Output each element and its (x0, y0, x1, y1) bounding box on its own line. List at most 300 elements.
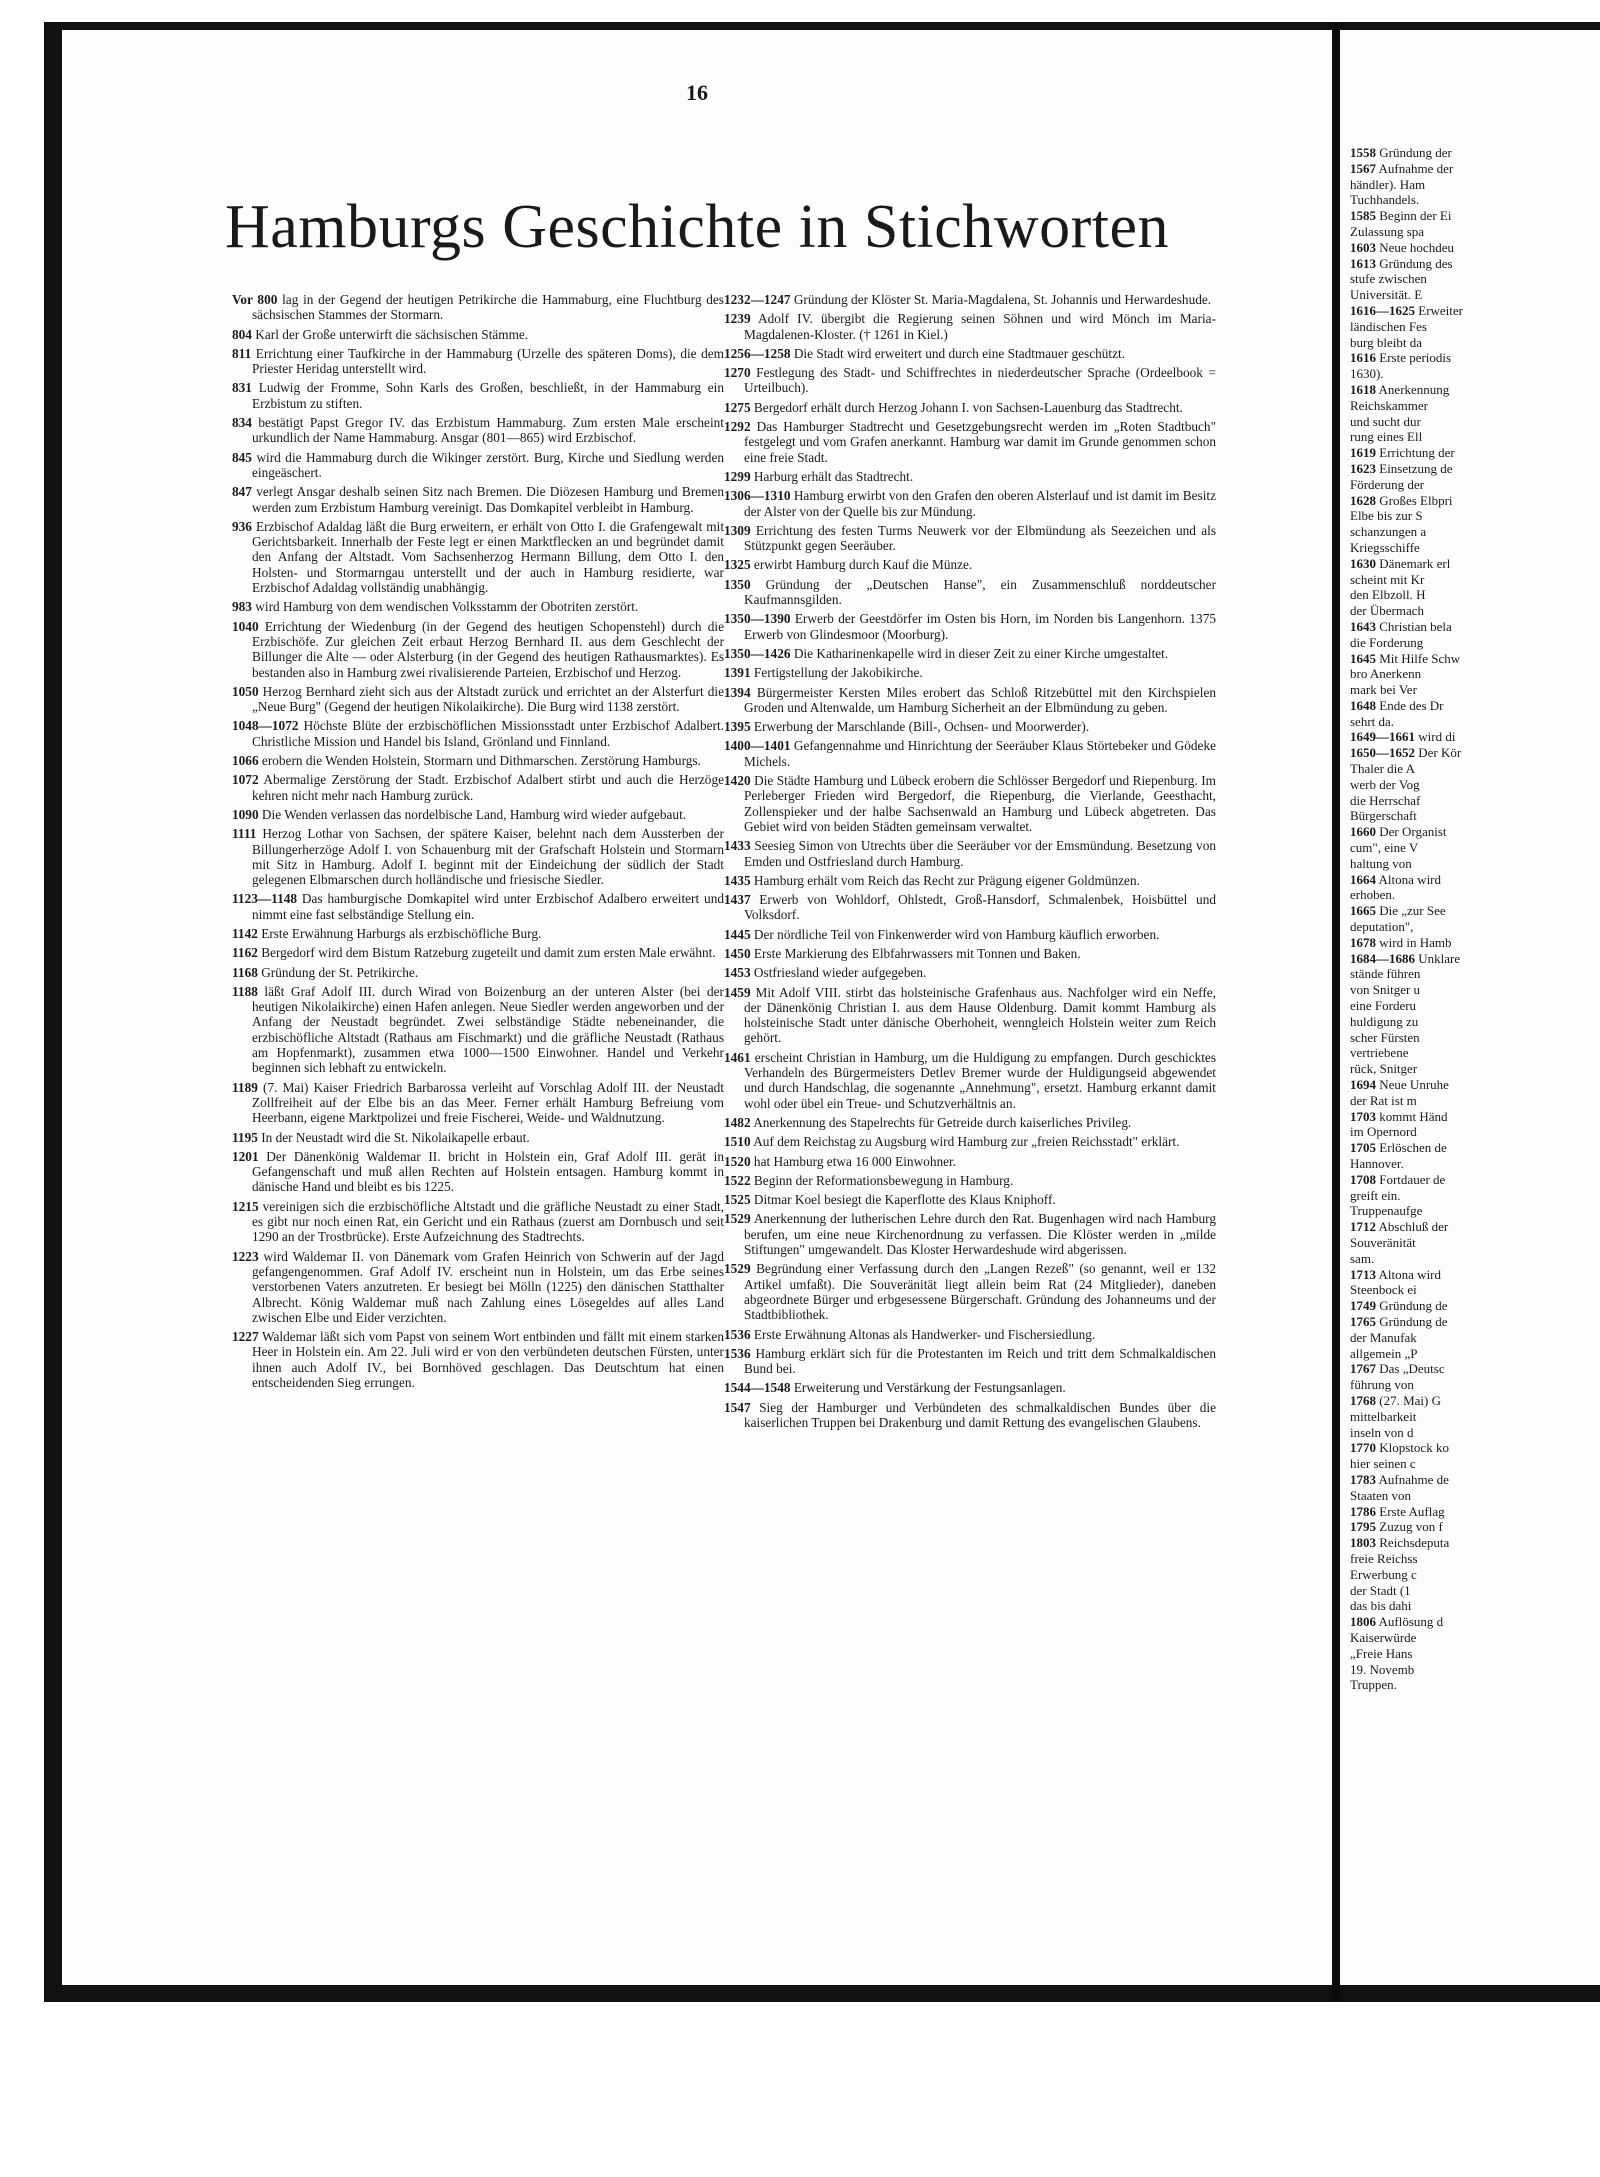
entry-year: 1223 (232, 1248, 259, 1264)
entry-text: erwirbt Hamburg durch Kauf die Münze. (753, 557, 973, 573)
chronology-column-right (1350, 146, 1600, 1694)
entry-text: Errichtung einer Taufkirche in der Hammaburg (Urzelle des späteren Doms), die dem Priester Heridag unterstellt wird. (252, 345, 725, 377)
chronology-entry (1350, 825, 1600, 840)
entry-text: werb der Vog (1350, 777, 1420, 792)
entry-text: Altona wird (1378, 872, 1442, 887)
chronology-entry (1350, 1631, 1600, 1646)
entry-text: Staaten von (1350, 1488, 1412, 1503)
entry-year: 831 (232, 380, 252, 396)
chronology-entry (724, 665, 1216, 680)
entry-text: das bis dahi (1350, 1599, 1412, 1614)
entry-text: Ludwig der Fromme, Sohn Karls des Großen, beschließt, in der Hammaburg ein Erzbistum zu stiften. (252, 380, 725, 411)
entry-text: Erweiter (1418, 303, 1464, 318)
entry-year: 1650—1652 (1350, 746, 1415, 761)
chronology-entry (1350, 1268, 1600, 1283)
entry-text: Einsetzung de (1379, 461, 1453, 476)
chronology-entry (724, 1115, 1216, 1130)
entry-year: 1123—1148 (232, 891, 298, 907)
entry-text: Reichskammer (1350, 398, 1428, 413)
entry-text: Das hamburgische Domkapitel wird unter Erzbischof Adalbero erweitert und nimmt eine fast selbständige Stellung ein. (252, 891, 724, 922)
entry-text: burg bleibt da (1350, 335, 1422, 350)
entry-year: 1643 (1350, 619, 1376, 634)
chronology-entry (1350, 1347, 1600, 1362)
entry-year: 1292 (724, 419, 751, 435)
entry-year: 1712 (1350, 1220, 1376, 1235)
entry-text: Erweiterung und Verstärkung der Festungsanlagen. (793, 1380, 1066, 1396)
entry-text: huldigung zu (1350, 1014, 1419, 1029)
chronology-entry (1350, 557, 1600, 572)
chronology-entry (724, 1154, 1216, 1169)
chronology-entry (724, 838, 1216, 869)
chronology-entry (1350, 1489, 1600, 1504)
entry-text: erhoben. (1350, 888, 1396, 903)
entry-text: Mit Adolf VIII. stirbt das holsteinische Grafenhaus aus. Nachfolger wird ein Neffe, der Dänenkönig Christian I. aus dem Hause Oldenburg. Damit kommt Hamburg als holsteinische Stadt unter dänische Oberhoheit, wenngleich Holstein weiter zum Reich gehört. (744, 984, 1216, 1046)
entry-text: Errichtung der Wiedenburg (in der Gegend des heutigen Schopenstehl) durch die Erzbischöfe. Zur gleichen Zeit erbaut Herzog Bernhard II. aus dem Geschlecht der Billunger die Alte — oder Alsterburg (in der Gegend des heutigen Rathausmarktes). Es bestanden also in Hamburg zwei rivalisierende Parteien, Erzbischof und Herzog. (252, 618, 724, 680)
entry-text: Gründung de (1379, 1299, 1448, 1314)
entry-year: 1713 (1350, 1267, 1376, 1282)
chronology-entry (724, 1400, 1216, 1431)
entry-text: (7. Mai) Kaiser Friedrich Barbarossa verleiht auf Vorschlag Adolf III. der Neustadt Zollfreiheit auf der Elbe bis an das Meer. Ferner erhält Hamburg Befreiung vom Heerbann, eigene Marktpolizei und freie Fischerei, Weide- und Waldnutzung. (252, 1079, 724, 1126)
entry-text: der Stadt (1 (1350, 1583, 1411, 1598)
entry-text: Aufnahme de (1378, 1472, 1449, 1487)
entry-year: 1547 (724, 1399, 751, 1415)
chronology-entry (232, 1249, 724, 1325)
chronology-entry (1350, 620, 1600, 635)
entry-text: freie Reichss (1350, 1551, 1418, 1566)
entry-year: 1395 (724, 719, 751, 735)
chronology-entry (1350, 652, 1600, 667)
entry-year: 1767 (1350, 1362, 1376, 1377)
chronology-entry (724, 1173, 1216, 1188)
entry-year: 1275 (724, 399, 751, 415)
entry-text: Altona wird (1378, 1267, 1442, 1282)
entry-text: Die Wenden verlassen das nordelbische Land, Hamburg wird wieder aufgebaut. (261, 806, 687, 822)
chronology-entry (1350, 636, 1600, 651)
chronology-entry (1350, 1031, 1600, 1046)
chronology-entry (1350, 430, 1600, 445)
chronology-entry (232, 945, 724, 960)
page-title: Hamburgs Geschichte in Stichworten (225, 193, 1169, 261)
chronology-entry (232, 926, 724, 941)
chronology-column-left (232, 292, 724, 1394)
entry-text: Kriegsschiffe (1350, 540, 1420, 555)
entry-text: Hannover. (1350, 1157, 1404, 1171)
chronology-entry (1350, 446, 1600, 461)
entry-text: Erzbischof Adaldag läßt die Burg erweitern, er erhält von Otto I. die Grafengewalt mit Gerichtsbarkeit. Innerhalb der Feste legt er einen Marktflecken an und begründet damit den Anfang der Altstadt. Vom Sachsenherzog Hermann Billung, dem Otto I. den Holsten- und Stormarngau unterstellt und der auch in Hamburg residierte, war Erzbischof Adaldag vollständig unabhängig. (252, 518, 725, 596)
entry-year: 983 (232, 599, 252, 615)
chronology-entry (1350, 715, 1600, 730)
entry-year: 1628 (1350, 493, 1376, 508)
entry-text: ländischen Fes (1350, 319, 1427, 334)
entry-text: Bürgermeister Kersten Miles erobert das Schloß Ritzebüttel mit den Kirchspielen Groden und Altenwalde, um Hamburg Sicherheit an der Elbmündung zu geben. (744, 684, 1217, 715)
chronology-entry (1350, 1505, 1600, 1520)
entry-year: 1536 (724, 1345, 751, 1361)
entry-year: 1435 (724, 872, 751, 888)
chronology-entry (724, 946, 1216, 961)
entry-text: der Manufak (1350, 1330, 1417, 1345)
chronology-column-middle (724, 292, 1216, 1434)
entry-text: Adolf IV. übergibt die Regierung seinen Söhnen und wird Mönch im Maria-Magdalenen-Kloster. († 1261 in Kiel.) (744, 311, 1217, 342)
entry-year: 1227 (232, 1329, 259, 1345)
chronology-entry (724, 985, 1216, 1046)
entry-year: 1048—1072 (232, 718, 299, 734)
chronology-entry (1350, 415, 1600, 430)
chronology-entry (1350, 1520, 1600, 1535)
entry-year: 1195 (232, 1129, 258, 1145)
chronology-entry (724, 365, 1216, 396)
entry-text: bro Anerkenn (1350, 667, 1422, 682)
entry-year: 1522 (724, 1172, 751, 1188)
entry-text: kommt Händ (1379, 1109, 1448, 1124)
chronology-entry (232, 1199, 724, 1245)
entry-year: 845 (232, 449, 252, 465)
entry-year: 1232—1247 (724, 292, 791, 307)
entry-text: der Rat ist m (1350, 1093, 1417, 1108)
entry-text: die Forderung (1350, 635, 1424, 650)
entry-text: erscheint Christian in Hamburg, um die Huldigung zu empfangen. Durch geschicktes Verhandeln des Bürgermeisters Detlev Bremer wurde der Huldigungseid abgewendet und durch Handschlag, die sogenannte „Annehmung", ersetzt. Hamburg erkannt damit wohl oder übel ein Treue- und Schutzverhältnis an. (744, 1049, 1217, 1111)
entry-year: 1350—1426 (724, 645, 791, 661)
chronology-entry (1350, 1647, 1600, 1662)
chronology-entry (724, 577, 1216, 608)
chronology-entry (1350, 1678, 1600, 1693)
entry-text: Aufnahme der (1378, 161, 1454, 176)
chronology-entry (724, 311, 1216, 342)
chronology-entry (232, 1329, 724, 1390)
entry-year: 1453 (724, 965, 751, 981)
book-gutter (1332, 22, 1340, 2002)
chronology-entry (232, 684, 724, 715)
entry-text: „Freie Hans (1350, 1646, 1413, 1661)
entry-text: Bergedorf wird dem Bistum Ratzeburg zugeteilt und damit zum ersten Male erwähnt. (261, 945, 716, 961)
entry-year: 1437 (724, 892, 751, 908)
entry-text: Sieg der Hamburger und Verbündeten des schmalkaldischen Bundes über die kaiserlichen Truppen bei Drakenburg und damit Rettung des evangelischen Glaubens. (744, 1399, 1216, 1430)
entry-year: 1090 (232, 806, 259, 822)
entry-year: 1445 (724, 926, 751, 942)
entry-text: Kaiserwürde (1350, 1630, 1417, 1645)
entry-text: Die „zur See (1379, 904, 1446, 919)
entry-text: Der Kör (1418, 746, 1462, 761)
entry-text: verlegt Ansgar deshalb seinen Sitz nach Bremen. Die Diözesen Hamburg und Bremen werden zum Erzbistum Hamburg vereinigt. Das Domkapitel verbleibt in Hamburg. (252, 484, 724, 515)
entry-text: Fortdauer de (1379, 1172, 1446, 1187)
entry-text: läßt Graf Adolf III. durch Wirad von Boizenburg an der unteren Alster (bei der heutigen Nikolaikirche) einen Hafen anlegen. Neue Siedler werden angeworben und der Anfang der Neustadt begründet. Zwei selbständige Städte nebeneinander, die erzbischöfliche Altstadt (Rathaus am Fischmarkt) und die gräfliche Neustadt (Rathaus am Hopfenmarkt), zusammen etwa 1000—1500 Einwohner. Handel und Verkehr beginnen sich lebhaft zu entwickeln. (252, 983, 724, 1076)
entry-text: rück, Snitger (1350, 1062, 1418, 1077)
chronology-entry (1350, 1615, 1600, 1630)
entry-year: 1350—1390 (724, 611, 791, 627)
chronology-entry (1350, 573, 1600, 588)
entry-text: Auflösung d (1378, 1615, 1444, 1630)
entry-year: 1433 (724, 838, 751, 854)
entry-year: 1630 (1350, 556, 1376, 571)
entry-year: 1459 (724, 984, 751, 1000)
entry-text: Erwerbung der Marschlande (Bill-, Ochsen- und Moorwerder). (753, 719, 1090, 735)
entry-text: Bürgerschaft (1350, 809, 1417, 824)
entry-year: 1648 (1350, 698, 1376, 713)
entry-text: Zulassung spa (1350, 224, 1425, 239)
entry-text: Herzog Bernhard zieht sich aus der Altstadt zurück und errichtet an der Alsterfurt die „Neue Burg" (Gegend der heutigen Nikolaikirche). Die Burg wird 1138 zerstört. (252, 683, 724, 715)
entry-year: 1708 (1350, 1172, 1376, 1187)
entry-year: 1795 (1350, 1520, 1376, 1535)
entry-year: 1400—1401 (724, 738, 791, 754)
chronology-entry (1350, 1299, 1600, 1314)
left-page (62, 30, 1332, 1985)
chronology-entry (1350, 1599, 1600, 1614)
chronology-entry (1350, 320, 1600, 335)
entry-text: Anerkennung des Stapelrechts für Getreide durch kaiserliches Privileg. (753, 1114, 1132, 1130)
entry-year: 1189 (232, 1079, 258, 1095)
entry-text: Herzog Lothar von Sachsen, der spätere Kaiser, belehnt nach dem Aussterben der Billungerherzöge Adolf I. von Schauenburg mit der Grafschaft Holstein und Stormarn mit Sitz in Hamburg. Adolf I. beginnt mit der Eindeichung der südlich der Stadt gelegenen Elbmarschen durch holländische und friesische Siedler. (252, 826, 724, 888)
entry-year: 1270 (724, 365, 751, 381)
chronology-entry (232, 327, 724, 342)
chronology-entry (1350, 193, 1600, 208)
entry-text: Erwerb von Wohldorf, Ohlstedt, Groß-Hansdorf, Schmalenbek, Hoisbüttel und Volksdorf. (744, 892, 1216, 923)
entry-text: Erste periodis (1379, 351, 1452, 366)
chronology-entry (1350, 146, 1600, 161)
chronology-entry (1350, 967, 1600, 982)
entry-year: 1749 (1350, 1299, 1376, 1314)
entry-year: 1040 (232, 618, 259, 634)
chronology-entry (1350, 1252, 1600, 1267)
entry-text: Erste Markierung des Elbfahrwassers mit Tonnen und Baken. (753, 945, 1081, 961)
chronology-entry (1350, 1315, 1600, 1330)
entry-text: händler). Ham (1350, 177, 1426, 192)
chronology-entry (724, 523, 1216, 554)
entry-text: Unklare (1418, 951, 1461, 966)
chronology-entry (724, 1327, 1216, 1342)
chronology-entry (1350, 162, 1600, 177)
chronology-entry (1350, 1584, 1600, 1599)
chronology-entry (1350, 809, 1600, 824)
entry-text: Bergedorf erhält durch Herzog Johann I. von Sachsen-Lauenburg das Stadtrecht. (753, 399, 1183, 415)
entry-year: 1783 (1350, 1472, 1376, 1487)
chronology-entry (724, 873, 1216, 888)
entry-year: 1350 (724, 576, 751, 592)
entry-text: lag in der Gegend der heutigen Petrikirche die Hammaburg, eine Fluchtburg des sächsischen Stammes der Stormarn. (252, 292, 724, 323)
chronology-entry (1350, 1378, 1600, 1393)
entry-text: Erste Auflag (1379, 1504, 1445, 1519)
chronology-entry (1350, 794, 1600, 809)
chronology-entry (1350, 1078, 1600, 1093)
chronology-entry (724, 346, 1216, 361)
entry-text: Erste Erwähnung Altonas als Handwerker- und Fischersiedlung. (753, 1326, 1096, 1342)
entry-text: Erlöschen de (1379, 1141, 1447, 1156)
chronology-entry (1350, 272, 1600, 287)
chronology-entry (232, 772, 724, 803)
chronology-entry (1350, 1362, 1600, 1377)
entry-text: Christian bela (1379, 619, 1452, 634)
chronology-entry (1350, 1394, 1600, 1409)
chronology-entry (1350, 1062, 1600, 1077)
chronology-entry (724, 292, 1216, 307)
entry-text: deputation", (1350, 920, 1414, 935)
entry-year: 1072 (232, 772, 259, 788)
entry-year: 1142 (232, 925, 258, 941)
entry-year: 1678 (1350, 935, 1376, 950)
entry-text: Beginn der Ei (1379, 209, 1452, 224)
entry-year: 1201 (232, 1148, 259, 1164)
entry-text: sehrt da. (1350, 714, 1395, 729)
chronology-entry (1350, 936, 1600, 951)
entry-text: wird di (1418, 730, 1456, 745)
entry-year: 1603 (1350, 240, 1376, 255)
chronology-entry (724, 892, 1216, 923)
chronology-entry (1350, 1663, 1600, 1678)
entry-year: Vor 800 (232, 292, 278, 307)
chronology-entry (1350, 494, 1600, 509)
entry-text: Truppen. (1350, 1678, 1397, 1693)
entry-text: Harburg erhält das Stadtrecht. (753, 468, 914, 484)
chronology-entry (1350, 841, 1600, 856)
chronology-entry (232, 380, 724, 411)
entry-year: 1585 (1350, 209, 1376, 224)
chronology-entry (1350, 920, 1600, 935)
entry-text: die Herrschaf (1350, 793, 1421, 808)
entry-text: inseln von d (1350, 1425, 1414, 1440)
chronology-entry (1350, 1046, 1600, 1061)
entry-text: wird Waldemar II. von Dänemark vom Grafen Heinrich von Schwerin auf der Jagd gefangengenommen. Graf Adolf IV. erscheint nun in Holstein, um das Erbe seines verstorbenen Vaters anzutreten. Er besiegt bei Mölln (1225) den dänischen Statthalter Albrecht. König Waldemar muß nach Zahlung eines Lösegeldes auf alles Land zwischen Elbe und Eider verzichten. (252, 1248, 724, 1325)
entry-year: 834 (232, 415, 252, 431)
entry-year: 1162 (232, 945, 258, 961)
chronology-entry (1350, 1441, 1600, 1456)
chronology-entry (1350, 604, 1600, 619)
entry-year: 1806 (1350, 1615, 1376, 1630)
chronology-entry (1350, 778, 1600, 793)
chronology-entry (1350, 1173, 1600, 1188)
entry-text: Gründung de (1379, 1314, 1448, 1329)
entry-year: 1694 (1350, 1078, 1376, 1093)
entry-year: 1619 (1350, 446, 1376, 461)
entry-text: Erste Erwähnung Harburgs als erzbischöfliche Burg. (261, 925, 542, 941)
page-number: 16 (686, 80, 708, 105)
entry-text: Hamburg erklärt sich für die Protestanten im Reich und tritt dem Schmalkaldischen Bund bei. (744, 1345, 1216, 1377)
entry-text: Gründung der „Deutschen Hanse", ein Zusammenschluß norddeutscher Kaufmannsgilden. (744, 576, 1217, 608)
chronology-entry (1350, 1457, 1600, 1472)
entry-year: 936 (232, 518, 252, 534)
entry-text: hier seinen c (1350, 1457, 1416, 1472)
chronology-entry (1350, 336, 1600, 351)
entry-year: 1391 (724, 665, 751, 681)
entry-year: 1616—1625 (1350, 303, 1415, 318)
chronology-entry (232, 826, 724, 887)
entry-text: 1630). (1350, 367, 1384, 382)
entry-year: 1618 (1350, 382, 1376, 397)
chronology-entry (724, 1346, 1216, 1377)
entry-year: 1705 (1350, 1141, 1376, 1156)
chronology-entry (1350, 746, 1600, 761)
entry-text: Souveränität (1350, 1235, 1416, 1250)
entry-text: cum", eine V (1350, 841, 1419, 856)
entry-year: 1450 (724, 945, 751, 961)
entry-text: Klopstock ko (1379, 1441, 1449, 1456)
entry-year: 1803 (1350, 1536, 1376, 1551)
chronology-entry (724, 685, 1216, 716)
entry-year: 1325 (724, 557, 751, 573)
chronology-entry (1350, 1283, 1600, 1298)
entry-text: Die Städte Hamburg und Lübeck erobern die Schlösser Bergedorf und Riepenburg. Im Perleberger Frieden wird Bergedorf, die Riepenburg, die Vierlande, Geesthacht, Zollenspieker und der halbe Sachsenwald an Hamburg und Lübeck abgetreten. Das Gebiet wird von beiden Städten gemeinsam verwaltet. (744, 773, 1216, 834)
right-page (1340, 30, 1600, 1985)
entry-text: hat Hamburg etwa 16 000 Einwohner. (753, 1153, 957, 1169)
entry-text: Tuchhandels. (1350, 193, 1420, 208)
chronology-entry (1350, 888, 1600, 903)
entry-year: 1660 (1350, 825, 1376, 840)
entry-text: vereinigen sich die erzbischöfliche Altstadt und die gräfliche Neustadt zu einer Stadt, es gibt nur noch einen Rat, ein Gericht und ein Rathaus (zuerst am Dornbusch und seit 1290 an der Trostbrücke). Erste Aufzeichnung des Stadtrechts. (252, 1198, 724, 1245)
chronology-entry (724, 400, 1216, 415)
entry-year: 1306—1310 (724, 488, 791, 504)
chronology-entry (1350, 952, 1600, 967)
chronology-entry (724, 1261, 1216, 1322)
chronology-entry (232, 891, 724, 922)
entry-year: 1567 (1350, 161, 1376, 176)
entry-text: Begründung einer Verfassung durch den „Langen Rezeß" (so genannt, weil er 132 Artikel umfaßt). Die Souveränität liegt allein beim Rat (24 Mitglieder), daneben abgeordnete Bürger und erbgesessene Bürgerschaft. Gründung des Johanneums und der Stadtbibliothek. (744, 1261, 1217, 1323)
entry-text: Ditmar Koel besiegt die Kaperflotte des Klaus Kniphoff. (753, 1192, 1056, 1208)
chronology-entry (1350, 667, 1600, 682)
chronology-entry (724, 773, 1216, 834)
entry-text: Seesieg Simon von Utrechts über die Seeräuber vor der Emsmündung. Besetzung von Emden und Ostfriesland durch Hamburg. (744, 838, 1216, 869)
entry-text: scheint mit Kr (1350, 572, 1425, 587)
chronology-entry (1350, 999, 1600, 1014)
entry-year: 1239 (724, 311, 751, 327)
entry-text: Höchste Blüte der erzbischöflichen Missionsstadt unter Erzbischof Adalbert. Christliche Mission und Handel bis Island, Grönland und Finnland. (252, 718, 724, 749)
entry-year: 1665 (1350, 904, 1376, 919)
entry-text: Das „Deutsc (1379, 1362, 1445, 1377)
entry-year: 804 (232, 326, 252, 342)
chronology-entry (1350, 1189, 1600, 1204)
entry-text: Erwerb der Geestdörfer im Osten bis Horn, im Norden bis Langenhorn. 1375 Erwerb von Glindesmoor (Moorburg). (744, 611, 1216, 642)
entry-text: allgemein „P (1350, 1346, 1418, 1361)
chronology-entry (232, 619, 724, 680)
chronology-entry (1350, 1331, 1600, 1346)
entry-text: Karl der Große unterwirft die sächsischen Stämme. (255, 326, 529, 342)
chronology-entry (724, 488, 1216, 519)
entry-text: Die Stadt wird erweitert und durch eine Stadtmauer geschützt. (793, 345, 1126, 361)
entry-year: 1050 (232, 683, 259, 699)
chronology-entry (1350, 730, 1600, 745)
chronology-entry (1350, 288, 1600, 303)
chronology-entry (724, 419, 1216, 465)
chronology-entry (1350, 1410, 1600, 1425)
chronology-entry (1350, 1552, 1600, 1567)
entry-text: im Opernord (1350, 1125, 1417, 1140)
entry-year: 1768 (1350, 1393, 1376, 1408)
entry-year: 1309 (724, 522, 751, 538)
entry-text: Reichsdeputa (1379, 1536, 1450, 1551)
chronology-entry (232, 484, 724, 515)
entry-year: 1299 (724, 468, 751, 484)
chronology-entry (232, 415, 724, 446)
chronology-entry (1350, 1473, 1600, 1488)
entry-year: 1529 (724, 1261, 751, 1277)
entry-text: greift ein. (1350, 1188, 1401, 1203)
chronology-entry (232, 807, 724, 822)
entry-year: 1770 (1350, 1441, 1376, 1456)
entry-text: Gründung der (1379, 146, 1452, 160)
entry-year: 1613 (1350, 256, 1376, 271)
chronology-entry (1350, 478, 1600, 493)
entry-text: Universität. E (1350, 288, 1423, 303)
chronology-entry (724, 1192, 1216, 1207)
entry-text: Gründung des (1379, 256, 1453, 271)
entry-text: Errichtung der (1379, 446, 1455, 461)
chronology-entry (1350, 762, 1600, 777)
entry-year: 1623 (1350, 461, 1376, 476)
entry-text: Auf dem Reichstag zu Augsburg wird Hamburg zur „freien Reichsstadt" erklärt. (753, 1134, 1180, 1150)
entry-text: Truppenaufge (1350, 1204, 1423, 1219)
chronology-entry (232, 718, 724, 749)
chronology-entry (1350, 209, 1600, 224)
chronology-entry (1350, 541, 1600, 556)
chronology-entry (1350, 462, 1600, 477)
chronology-entry (1350, 1220, 1600, 1235)
entry-text: Waldemar läßt sich vom Papst von seinem Wort entbinden und fällt mit einem starken Heer in Holstein ein. Am 22. Juli wird er von den verbündeten deutschen Fürsten, unter ihnen auch Adolf IV., bei Bornhöved geschlagen. Das Deutschtum hat einen entscheidenden Sieg errungen. (252, 1329, 724, 1390)
